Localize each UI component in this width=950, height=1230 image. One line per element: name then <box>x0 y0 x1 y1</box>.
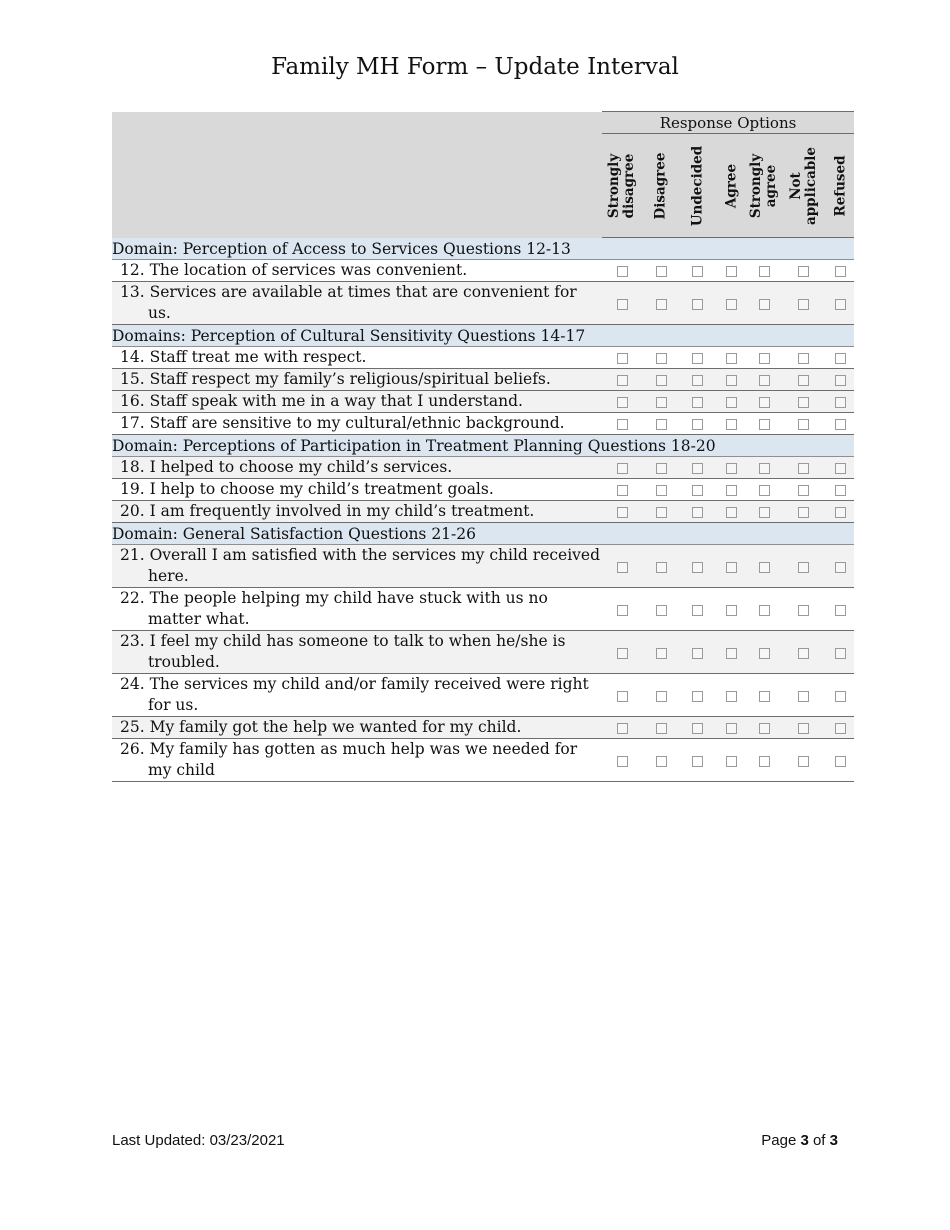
response-cell <box>827 391 854 413</box>
response-checkbox[interactable] <box>726 299 737 310</box>
response-checkbox[interactable] <box>726 266 737 277</box>
question-row <box>112 717 854 739</box>
response-checkbox[interactable] <box>798 266 809 277</box>
response-checkbox[interactable] <box>656 299 667 310</box>
response-cell <box>602 479 642 501</box>
response-cell <box>748 413 780 435</box>
response-cell <box>680 588 715 631</box>
response-cell <box>827 479 854 501</box>
response-cell <box>780 282 827 325</box>
response-checkbox[interactable] <box>798 353 809 364</box>
response-checkbox[interactable] <box>692 353 703 364</box>
response-checkbox[interactable] <box>726 463 737 474</box>
response-checkbox[interactable] <box>759 691 770 702</box>
response-checkbox[interactable] <box>656 266 667 277</box>
response-cell <box>642 391 680 413</box>
response-checkbox[interactable] <box>692 756 703 767</box>
response-checkbox[interactable] <box>656 605 667 616</box>
question-row <box>112 545 854 588</box>
response-cell <box>680 282 715 325</box>
response-checkbox[interactable] <box>692 723 703 734</box>
question-row <box>112 739 854 782</box>
response-checkbox[interactable] <box>726 397 737 408</box>
response-checkbox[interactable] <box>759 375 770 386</box>
response-cell <box>680 674 715 717</box>
question-label: 25. My family got the help we wanted for my child. <box>120 718 522 736</box>
response-cell <box>680 260 715 282</box>
question-text <box>112 501 602 523</box>
response-checkbox[interactable] <box>726 605 737 616</box>
response-cell <box>602 260 642 282</box>
response-checkbox[interactable] <box>835 723 846 734</box>
response-cell <box>748 347 780 369</box>
response-cell <box>780 674 827 717</box>
response-cell <box>642 501 680 523</box>
response-checkbox[interactable] <box>656 756 667 767</box>
response-cell <box>827 413 854 435</box>
page-current: 3 <box>800 1132 809 1149</box>
response-checkbox[interactable] <box>617 375 628 386</box>
response-cell <box>827 260 854 282</box>
last-updated-text: Last Updated: 03/23/2021 <box>112 1132 285 1149</box>
response-checkbox[interactable] <box>798 299 809 310</box>
response-cell <box>715 545 748 588</box>
response-cell <box>827 501 854 523</box>
response-checkbox[interactable] <box>759 266 770 277</box>
response-checkbox[interactable] <box>617 507 628 518</box>
column-header-disagree <box>642 134 680 238</box>
response-cell <box>827 545 854 588</box>
response-cell <box>680 413 715 435</box>
question-text <box>112 282 602 325</box>
response-checkbox[interactable] <box>759 463 770 474</box>
response-checkbox[interactable] <box>835 353 846 364</box>
response-checkbox[interactable] <box>692 507 703 518</box>
response-cell <box>602 545 642 588</box>
response-cell <box>780 739 827 782</box>
question-label: 21. Overall I am satisfied with the services my child received here. <box>120 546 601 585</box>
response-cell <box>780 717 827 739</box>
question-text <box>112 739 602 782</box>
response-checkbox[interactable] <box>726 691 737 702</box>
response-cell <box>780 631 827 674</box>
domain-heading: Domains: Perception of Cultural Sensitivity Questions 14-17 <box>112 325 854 347</box>
response-checkbox[interactable] <box>692 299 703 310</box>
response-checkbox[interactable] <box>656 419 667 430</box>
response-checkbox[interactable] <box>726 419 737 430</box>
page-middle: of <box>808 1132 830 1149</box>
response-checkbox[interactable] <box>692 463 703 474</box>
response-cell <box>680 391 715 413</box>
response-checkbox[interactable] <box>798 419 809 430</box>
response-checkbox[interactable] <box>692 419 703 430</box>
response-checkbox[interactable] <box>798 723 809 734</box>
response-cell <box>748 391 780 413</box>
response-checkbox[interactable] <box>656 691 667 702</box>
response-cell <box>827 739 854 782</box>
response-cell <box>780 457 827 479</box>
response-checkbox[interactable] <box>617 605 628 616</box>
response-checkbox[interactable] <box>656 562 667 573</box>
column-header-label: Undecided <box>689 145 705 226</box>
response-checkbox[interactable] <box>692 691 703 702</box>
response-cell <box>642 631 680 674</box>
response-checkbox[interactable] <box>726 485 737 496</box>
question-text <box>112 717 602 739</box>
response-cell <box>827 631 854 674</box>
response-checkbox[interactable] <box>798 375 809 386</box>
response-checkbox[interactable] <box>798 485 809 496</box>
response-cell <box>780 413 827 435</box>
domain-row <box>112 325 854 347</box>
response-checkbox[interactable] <box>835 299 846 310</box>
response-cell <box>680 479 715 501</box>
response-checkbox[interactable] <box>835 485 846 496</box>
response-cell <box>780 347 827 369</box>
response-cell <box>780 501 827 523</box>
response-checkbox[interactable] <box>617 419 628 430</box>
column-header-strongly-agree <box>748 134 780 238</box>
response-cell <box>748 631 780 674</box>
response-checkbox[interactable] <box>617 463 628 474</box>
question-row <box>112 282 854 325</box>
response-cell <box>715 501 748 523</box>
response-cell <box>680 631 715 674</box>
response-checkbox[interactable] <box>759 299 770 310</box>
question-text <box>112 391 602 413</box>
response-cell <box>602 282 642 325</box>
response-checkbox[interactable] <box>759 485 770 496</box>
question-label: 22. The people helping my child have stuck with us no matter what. <box>120 589 548 628</box>
domain-row <box>112 523 854 545</box>
page-prefix: Page <box>761 1132 801 1149</box>
response-cell <box>827 347 854 369</box>
response-checkbox[interactable] <box>759 562 770 573</box>
response-cell <box>642 347 680 369</box>
response-checkbox[interactable] <box>759 723 770 734</box>
response-checkbox[interactable] <box>617 397 628 408</box>
response-cell <box>642 479 680 501</box>
response-checkbox[interactable] <box>656 507 667 518</box>
domain-heading: Domain: General Satisfaction Questions 21-26 <box>112 523 854 545</box>
response-checkbox[interactable] <box>692 485 703 496</box>
column-header-undecided <box>680 134 715 238</box>
response-cell <box>827 674 854 717</box>
column-header-label: Disagree <box>652 152 669 219</box>
question-text <box>112 479 602 501</box>
page-total: 3 <box>829 1132 838 1149</box>
response-checkbox[interactable] <box>656 485 667 496</box>
response-cell <box>680 739 715 782</box>
response-cell <box>748 739 780 782</box>
response-cell <box>602 457 642 479</box>
response-checkbox[interactable] <box>692 605 703 616</box>
response-checkbox[interactable] <box>692 266 703 277</box>
response-cell <box>680 457 715 479</box>
response-cell <box>602 631 642 674</box>
response-cell <box>748 717 780 739</box>
question-row <box>112 260 854 282</box>
response-cell <box>680 369 715 391</box>
page-title: Family MH Form – Update Interval <box>271 54 679 80</box>
response-cell <box>680 545 715 588</box>
question-label: 13. Services are available at times that are convenient for us. <box>120 283 577 322</box>
response-cell <box>748 674 780 717</box>
response-checkbox[interactable] <box>759 648 770 659</box>
question-label: 14. Staff treat me with respect. <box>120 348 367 366</box>
domain-row <box>112 238 854 260</box>
response-checkbox[interactable] <box>617 562 628 573</box>
question-label: 23. I feel my child has someone to talk to when he/she is troubled. <box>120 632 566 671</box>
response-checkbox[interactable] <box>726 562 737 573</box>
question-text <box>112 545 602 588</box>
response-checkbox[interactable] <box>835 605 846 616</box>
column-header-refused <box>827 134 854 238</box>
question-label: 16. Staff speak with me in a way that I understand. <box>120 392 523 410</box>
response-checkbox[interactable] <box>656 463 667 474</box>
response-cell <box>642 739 680 782</box>
response-checkbox[interactable] <box>692 375 703 386</box>
page-number <box>761 1132 838 1149</box>
response-cell <box>602 674 642 717</box>
response-checkbox[interactable] <box>617 723 628 734</box>
response-checkbox[interactable] <box>798 691 809 702</box>
response-checkbox[interactable] <box>798 648 809 659</box>
response-cell <box>642 545 680 588</box>
response-checkbox[interactable] <box>759 397 770 408</box>
question-text <box>112 588 602 631</box>
response-checkbox[interactable] <box>835 419 846 430</box>
question-row <box>112 479 854 501</box>
response-cell <box>642 282 680 325</box>
response-checkbox[interactable] <box>759 605 770 616</box>
response-checkbox[interactable] <box>759 507 770 518</box>
response-checkbox[interactable] <box>835 507 846 518</box>
response-checkbox[interactable] <box>835 756 846 767</box>
response-checkbox[interactable] <box>835 562 846 573</box>
question-row <box>112 347 854 369</box>
question-label: 24. The services my child and/or family received were right for us. <box>120 675 589 714</box>
response-checkbox[interactable] <box>759 756 770 767</box>
question-text <box>112 260 602 282</box>
response-cell <box>827 369 854 391</box>
response-cell <box>715 717 748 739</box>
question-row <box>112 391 854 413</box>
response-checkbox[interactable] <box>798 562 809 573</box>
response-cell <box>827 282 854 325</box>
response-cell <box>715 739 748 782</box>
response-checkbox[interactable] <box>656 723 667 734</box>
question-label: 17. Staff are sensitive to my cultural/ethnic background. <box>120 414 565 432</box>
response-cell <box>602 347 642 369</box>
response-cell <box>680 717 715 739</box>
response-cell <box>715 260 748 282</box>
response-cell <box>715 479 748 501</box>
response-checkbox[interactable] <box>798 397 809 408</box>
response-checkbox[interactable] <box>692 562 703 573</box>
response-checkbox[interactable] <box>617 756 628 767</box>
response-checkbox[interactable] <box>726 507 737 518</box>
response-checkbox[interactable] <box>656 648 667 659</box>
domain-heading: Domain: Perceptions of Participation in Treatment Planning Questions 18-20 <box>112 435 854 457</box>
question-label: 15. Staff respect my family’s religious/spiritual beliefs. <box>120 370 551 388</box>
response-checkbox[interactable] <box>692 397 703 408</box>
question-label: 19. I help to choose my child’s treatment goals. <box>120 480 494 498</box>
question-text <box>112 369 602 391</box>
response-checkbox[interactable] <box>798 463 809 474</box>
response-checkbox[interactable] <box>835 463 846 474</box>
response-cell <box>715 369 748 391</box>
response-checkbox[interactable] <box>617 353 628 364</box>
question-row <box>112 413 854 435</box>
column-header-label: Agree <box>723 163 739 208</box>
response-cell <box>680 501 715 523</box>
question-label: 12. The location of services was convenient. <box>120 261 468 279</box>
response-checkbox[interactable] <box>617 266 628 277</box>
response-cell <box>602 369 642 391</box>
question-row <box>112 457 854 479</box>
response-cell <box>748 369 780 391</box>
response-checkbox[interactable] <box>617 648 628 659</box>
response-cell <box>827 717 854 739</box>
response-cell <box>748 588 780 631</box>
response-cell <box>680 347 715 369</box>
response-cell <box>748 501 780 523</box>
response-checkbox[interactable] <box>798 756 809 767</box>
survey-table <box>112 111 854 782</box>
response-cell <box>642 260 680 282</box>
response-cell <box>715 674 748 717</box>
response-cell <box>780 545 827 588</box>
question-row <box>112 501 854 523</box>
column-header-agree <box>715 134 748 238</box>
response-checkbox[interactable] <box>726 375 737 386</box>
response-cell <box>642 717 680 739</box>
response-cell <box>715 413 748 435</box>
question-row <box>112 674 854 717</box>
response-checkbox[interactable] <box>835 375 846 386</box>
response-cell <box>602 739 642 782</box>
response-cell <box>715 347 748 369</box>
response-cell <box>780 369 827 391</box>
column-header-label: Strongly agree <box>748 153 779 218</box>
response-cell <box>602 717 642 739</box>
question-row <box>112 588 854 631</box>
response-checkbox[interactable] <box>656 375 667 386</box>
response-cell <box>715 282 748 325</box>
response-cell <box>715 457 748 479</box>
response-cell <box>602 588 642 631</box>
response-checkbox[interactable] <box>759 353 770 364</box>
response-cell <box>715 588 748 631</box>
response-cell <box>827 588 854 631</box>
response-cell <box>748 282 780 325</box>
response-checkbox[interactable] <box>656 397 667 408</box>
response-cell <box>748 545 780 588</box>
response-cell <box>780 479 827 501</box>
response-cell <box>780 391 827 413</box>
response-cell <box>780 260 827 282</box>
response-cell <box>715 631 748 674</box>
question-row <box>112 631 854 674</box>
response-cell <box>748 457 780 479</box>
response-checkbox[interactable] <box>835 397 846 408</box>
response-checkbox[interactable] <box>726 756 737 767</box>
response-checkbox[interactable] <box>835 266 846 277</box>
response-checkbox[interactable] <box>617 691 628 702</box>
response-checkbox[interactable] <box>798 605 809 616</box>
question-text <box>112 413 602 435</box>
question-text <box>112 347 602 369</box>
response-cell <box>642 457 680 479</box>
column-header-label: Strongly disagree <box>606 153 637 218</box>
response-options-heading: Response Options <box>602 112 854 134</box>
response-checkbox[interactable] <box>726 353 737 364</box>
response-checkbox[interactable] <box>617 485 628 496</box>
response-checkbox[interactable] <box>692 648 703 659</box>
response-checkbox[interactable] <box>617 299 628 310</box>
response-checkbox[interactable] <box>656 353 667 364</box>
response-cell <box>602 501 642 523</box>
response-cell <box>602 413 642 435</box>
response-cell <box>642 413 680 435</box>
response-checkbox[interactable] <box>835 648 846 659</box>
response-cell <box>780 588 827 631</box>
response-checkbox[interactable] <box>759 419 770 430</box>
response-cell <box>748 260 780 282</box>
question-row <box>112 369 854 391</box>
response-checkbox[interactable] <box>798 507 809 518</box>
response-checkbox[interactable] <box>726 648 737 659</box>
response-cell <box>715 391 748 413</box>
response-cell <box>642 588 680 631</box>
response-cell <box>602 391 642 413</box>
column-header-label: Not applicable <box>787 146 819 225</box>
column-header-strongly-disagree <box>602 134 642 238</box>
response-cell <box>748 479 780 501</box>
question-label: 20. I am frequently involved in my child’s treatment. <box>120 502 535 520</box>
response-cell <box>642 369 680 391</box>
question-text <box>112 457 602 479</box>
column-header-label: Refused <box>832 154 848 217</box>
question-label: 26. My family has gotten as much help was we needed for my child <box>120 740 578 779</box>
domain-row <box>112 435 854 457</box>
column-header-not-applicable <box>780 134 827 238</box>
domain-heading: Domain: Perception of Access to Services Questions 12-13 <box>112 238 854 260</box>
question-label: 18. I helped to choose my child’s services. <box>120 458 453 476</box>
question-text <box>112 631 602 674</box>
response-cell <box>642 674 680 717</box>
header-blank-cell <box>112 112 602 238</box>
response-checkbox[interactable] <box>726 723 737 734</box>
question-text <box>112 674 602 717</box>
response-cell <box>827 457 854 479</box>
response-checkbox[interactable] <box>835 691 846 702</box>
